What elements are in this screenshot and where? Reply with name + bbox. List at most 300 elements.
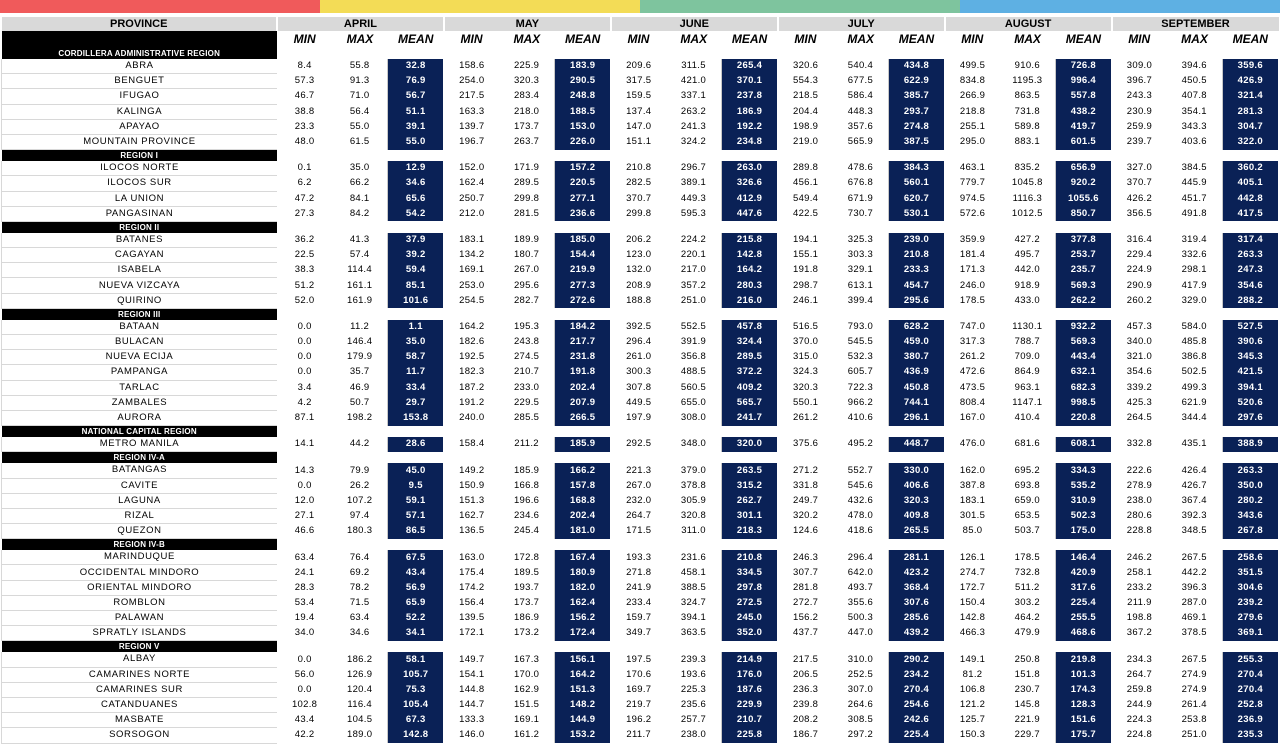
cell-max: 264.6 — [833, 697, 888, 712]
cell-min: 6.2 — [297, 177, 312, 189]
stat-header-max: MAX — [332, 31, 387, 48]
cell-min: 349.7 — [626, 627, 652, 639]
cell-min: 19.4 — [294, 612, 315, 624]
cell-min: 550.1 — [792, 396, 819, 408]
cell-mean: 220.5 — [554, 176, 610, 191]
table-row — [2, 652, 1279, 667]
cell-mean: 272.5 — [721, 595, 777, 610]
cell-min: 52.0 — [294, 294, 315, 306]
cell-max: 186.2 — [332, 652, 387, 667]
stat-header-max: MAX — [1167, 31, 1222, 48]
province-name: CATANDUANES — [2, 697, 277, 712]
cell-mean: 56.7 — [388, 89, 444, 104]
cell-max: 76.4 — [332, 550, 387, 565]
cell-min: 126.1 — [959, 551, 986, 563]
cell-min: 106.8 — [959, 683, 986, 695]
province-name: ORIENTAL MINDORO — [2, 580, 277, 595]
cell-min: 299.8 — [626, 207, 652, 219]
cell-min: 307.8 — [626, 381, 652, 393]
cell-mean: 527.5 — [1222, 320, 1278, 335]
cell-mean: 270.4 — [888, 682, 944, 697]
cell-max: 55.8 — [332, 59, 387, 74]
cell-max: 46.9 — [332, 380, 387, 395]
cell-mean: 360.2 — [1222, 161, 1278, 176]
cell-max: 41.3 — [332, 233, 387, 248]
cell-mean: 28.6 — [388, 437, 444, 452]
cell-mean: 420.9 — [1055, 565, 1111, 580]
cell-mean: 388.9 — [1222, 437, 1278, 452]
cell-mean: 233.3 — [888, 263, 944, 278]
cell-min: 239.7 — [1126, 136, 1153, 148]
cell-min: 259.9 — [1126, 120, 1153, 132]
cell-max: 297.2 — [833, 728, 888, 743]
cell-min: 261.0 — [626, 351, 652, 363]
stat-header-mean: MEAN — [1055, 31, 1111, 48]
table-row — [2, 580, 1279, 595]
cell-min: 14.1 — [294, 438, 315, 450]
month-header: MAY — [444, 17, 611, 31]
region-name: CORDILLERA ADMINISTRATIVE REGION — [2, 48, 277, 59]
cell-max: 245.4 — [499, 524, 554, 539]
cell-mean: 32.8 — [388, 59, 444, 74]
cell-min: 123.0 — [626, 249, 652, 261]
cell-min: 224.9 — [1126, 264, 1153, 276]
cell-min: 8.4 — [297, 60, 312, 72]
cell-mean: 45.0 — [388, 463, 444, 478]
cell-min: 197.9 — [626, 412, 652, 424]
cell-mean: 255.3 — [1222, 652, 1278, 667]
cell-max: 234.6 — [499, 508, 554, 523]
cell-min: 234.3 — [1126, 653, 1153, 665]
cell-max: 311.5 — [666, 59, 721, 74]
cell-max: 410.6 — [833, 410, 888, 425]
cell-max: 488.5 — [666, 365, 721, 380]
cell-mean: 426.9 — [1222, 74, 1278, 89]
table-row — [2, 176, 1279, 191]
cell-mean: 218.3 — [721, 524, 777, 539]
cell-min: 182.3 — [459, 366, 485, 378]
cell-min: 156.4 — [459, 596, 485, 608]
cell-mean: 569.3 — [1055, 335, 1111, 350]
cell-mean: 343.6 — [1222, 508, 1278, 523]
cell-min: 211.9 — [1127, 596, 1152, 608]
cell-min: 222.6 — [1126, 464, 1153, 476]
region-name: REGION III — [2, 308, 277, 320]
cell-min: 147.0 — [626, 120, 652, 132]
province-name: OCCIDENTAL MINDORO — [2, 565, 277, 580]
cell-mean: 412.9 — [721, 191, 777, 206]
cell-min: 169.1 — [459, 264, 485, 276]
cell-mean: 239.0 — [888, 233, 944, 248]
cell-min: 154.1 — [459, 668, 485, 680]
cell-mean: 352.0 — [721, 626, 777, 641]
cell-mean: 258.6 — [1222, 550, 1278, 565]
cell-max: 179.9 — [332, 350, 387, 365]
cell-mean: 345.3 — [1222, 350, 1278, 365]
cell-max: 35.0 — [332, 161, 387, 176]
table-row — [2, 104, 1279, 119]
cell-min: 246.0 — [959, 279, 986, 291]
cell-mean: 231.8 — [554, 350, 610, 365]
cell-min: 149.2 — [459, 464, 485, 476]
stat-header-min: MIN — [444, 31, 499, 48]
cell-mean: 34.1 — [388, 626, 444, 641]
month-header: JULY — [778, 17, 945, 31]
cell-max: 392.3 — [1167, 508, 1222, 523]
cell-mean: 304.7 — [1222, 119, 1278, 134]
cell-mean: 263.3 — [1222, 463, 1278, 478]
table-row — [2, 611, 1279, 626]
cell-min: 261.2 — [959, 351, 986, 363]
cell-min: 0.0 — [297, 366, 312, 378]
cell-min: 186.7 — [792, 729, 819, 741]
cell-max: 863.5 — [1000, 89, 1055, 104]
province-name: ILOCOS NORTE — [2, 161, 277, 176]
cell-min: 53.4 — [294, 596, 315, 608]
cell-min: 171.5 — [626, 525, 652, 537]
cell-min: 356.5 — [1126, 207, 1153, 219]
cell-mean: 210.7 — [721, 713, 777, 728]
cell-max: 464.2 — [1000, 611, 1055, 626]
province-name: LAGUNA — [2, 493, 277, 508]
cell-min: 260.2 — [1126, 294, 1153, 306]
cell-min: 267.0 — [626, 479, 652, 491]
cell-mean: 216.0 — [721, 293, 777, 308]
cell-mean: 569.3 — [1055, 278, 1111, 293]
cell-min: 158.6 — [459, 60, 485, 72]
cell-min: 272.7 — [792, 596, 819, 608]
cell-max: 71.5 — [332, 595, 387, 610]
cell-min: 246.1 — [792, 294, 819, 306]
table-row — [2, 508, 1279, 523]
region-spacer — [277, 221, 1279, 233]
cell-mean: 183.9 — [554, 59, 610, 74]
cell-min: 133.3 — [459, 714, 485, 726]
cell-max: 545.5 — [833, 335, 888, 350]
cell-max: 239.3 — [666, 652, 721, 667]
region-row — [2, 150, 1279, 162]
province-name: RIZAL — [2, 508, 277, 523]
cell-mean: 167.4 — [554, 550, 610, 565]
cell-mean: 245.0 — [721, 611, 777, 626]
cell-max: 69.2 — [332, 565, 387, 580]
cell-min: 170.6 — [626, 668, 652, 680]
cell-max: 391.9 — [666, 335, 721, 350]
cell-min: 172.1 — [459, 627, 485, 639]
province-name: BENGUET — [2, 74, 277, 89]
cell-min: 250.7 — [459, 192, 485, 204]
cell-max: 485.8 — [1167, 335, 1222, 350]
cell-mean: 265.5 — [888, 524, 944, 539]
cell-min: 46.7 — [294, 90, 315, 102]
cell-max: 343.3 — [1167, 119, 1222, 134]
cell-mean: 438.2 — [1055, 104, 1111, 119]
cell-mean: 247.3 — [1222, 263, 1278, 278]
cell-mean: 656.9 — [1055, 161, 1111, 176]
cell-mean: 385.7 — [888, 89, 944, 104]
cell-max: 145.8 — [1000, 697, 1055, 712]
cell-max: 427.2 — [1000, 233, 1055, 248]
cell-max: 11.2 — [332, 320, 387, 335]
cell-mean: 11.7 — [388, 365, 444, 380]
cell-mean: 350.0 — [1222, 478, 1278, 493]
cell-min: 259.8 — [1126, 683, 1153, 695]
cell-max: 966.2 — [833, 395, 888, 410]
cell-mean: 620.7 — [888, 191, 944, 206]
cell-mean: 419.7 — [1055, 119, 1111, 134]
cell-mean: 320.3 — [888, 493, 944, 508]
cell-max: 303.3 — [833, 248, 888, 263]
cell-min: 0.0 — [297, 479, 312, 491]
cell-mean: 105.7 — [388, 667, 444, 682]
cell-max: 120.4 — [332, 682, 387, 697]
province-name: MOUNTAIN PROVINCE — [2, 134, 277, 149]
cell-mean: 417.5 — [1222, 206, 1278, 221]
cell-max: 305.9 — [666, 493, 721, 508]
cell-mean: 128.3 — [1055, 697, 1111, 712]
cell-max: 356.8 — [666, 350, 721, 365]
cell-mean: 253.7 — [1055, 248, 1111, 263]
province-name: QUEZON — [2, 524, 277, 539]
cell-min: 14.3 — [294, 464, 315, 476]
province-name: KALINGA — [2, 104, 277, 119]
cell-min: 191.8 — [792, 264, 819, 276]
cell-min: 81.2 — [962, 668, 983, 680]
cell-mean: 43.4 — [388, 565, 444, 580]
cell-max: 263.7 — [499, 134, 554, 149]
cell-mean: 290.5 — [554, 74, 610, 89]
province-name: AURORA — [2, 410, 277, 425]
cell-max: 161.2 — [499, 728, 554, 743]
cell-mean: 560.1 — [888, 176, 944, 191]
cell-max: 499.3 — [1167, 380, 1222, 395]
cell-max: 169.1 — [499, 713, 554, 728]
cell-mean: 241.7 — [721, 410, 777, 425]
stat-header-mean: MEAN — [388, 31, 444, 48]
cell-max: 61.5 — [332, 134, 387, 149]
cell-min: 188.8 — [626, 294, 652, 306]
cell-min: 254.5 — [459, 294, 485, 306]
cell-min: 56.0 — [294, 668, 315, 680]
cell-max: 357.2 — [666, 278, 721, 293]
province-name: NUEVA VIZCAYA — [2, 278, 277, 293]
cell-min: 224.8 — [1126, 729, 1153, 741]
cell-max: 198.2 — [332, 410, 387, 425]
cell-mean: 439.2 — [888, 626, 944, 641]
cell-max: 35.7 — [332, 365, 387, 380]
cell-min: 181.4 — [959, 249, 986, 261]
cell-mean: 920.2 — [1055, 176, 1111, 191]
cell-mean: 184.2 — [554, 320, 610, 335]
cell-max: 417.9 — [1167, 278, 1222, 293]
province-name: ROMBLON — [2, 595, 277, 610]
cell-max: 44.2 — [332, 437, 387, 452]
cell-min: 162.4 — [459, 177, 485, 189]
cell-mean: 58.7 — [388, 350, 444, 365]
table-row — [2, 565, 1279, 580]
province-name: ZAMBALES — [2, 395, 277, 410]
cell-max: 659.0 — [1000, 493, 1055, 508]
region-spacer — [277, 308, 1279, 320]
cell-max: 285.5 — [499, 410, 554, 425]
cell-max: 495.2 — [833, 437, 888, 452]
cell-min: 196.7 — [459, 136, 485, 148]
table-row — [2, 335, 1279, 350]
cell-mean: 33.4 — [388, 380, 444, 395]
cell-min: 172.7 — [959, 581, 986, 593]
region-spacer — [277, 48, 1279, 59]
cell-mean: 317.4 — [1222, 233, 1278, 248]
cell-min: 209.6 — [626, 60, 652, 72]
table-row — [2, 74, 1279, 89]
cell-max: 354.1 — [1167, 104, 1222, 119]
table-row — [2, 682, 1279, 697]
cell-min: 196.2 — [626, 714, 652, 726]
cell-min: 193.3 — [626, 551, 652, 563]
table-row — [2, 713, 1279, 728]
cell-mean: 682.3 — [1055, 380, 1111, 395]
cell-mean: 162.4 — [554, 595, 610, 610]
table-row — [2, 410, 1279, 425]
month-header: SEPTEMBER — [1112, 17, 1279, 31]
cell-min: 375.6 — [792, 438, 819, 450]
cell-mean: 142.8 — [721, 248, 777, 263]
cell-min: 144.7 — [459, 699, 485, 711]
region-spacer — [277, 641, 1279, 653]
cell-mean: 85.1 — [388, 278, 444, 293]
cell-min: 28.3 — [294, 581, 315, 593]
cell-mean: 192.2 — [721, 119, 777, 134]
cell-mean: 210.8 — [721, 550, 777, 565]
table-row — [2, 320, 1279, 335]
region-spacer — [277, 150, 1279, 162]
cell-min: 156.2 — [792, 612, 819, 624]
cell-min: 472.6 — [959, 366, 986, 378]
cell-mean: 406.6 — [888, 478, 944, 493]
province-name: MARINDUQUE — [2, 550, 277, 565]
cell-max: 560.5 — [666, 380, 721, 395]
table-row — [2, 595, 1279, 610]
cell-max: 655.0 — [666, 395, 721, 410]
cell-max: 394.6 — [1167, 59, 1222, 74]
cell-min: 266.9 — [959, 90, 986, 102]
cell-min: 243.3 — [1126, 90, 1153, 102]
cell-max: 963.1 — [1000, 380, 1055, 395]
cell-mean: 372.2 — [721, 365, 777, 380]
cell-min: 218.8 — [959, 105, 986, 117]
cell-max: 545.6 — [833, 478, 888, 493]
province-name: NUEVA ECIJA — [2, 350, 277, 365]
cell-mean: 234.8 — [721, 134, 777, 149]
cell-min: 34.0 — [294, 627, 315, 639]
cell-min: 271.8 — [626, 566, 652, 578]
cell-mean: 277.1 — [554, 191, 610, 206]
cell-mean: 153.8 — [388, 410, 444, 425]
cell-max: 681.6 — [1000, 437, 1055, 452]
cell-mean: 157.8 — [554, 478, 610, 493]
province-name: BATANES — [2, 233, 277, 248]
cell-min: 182.6 — [459, 336, 485, 348]
region-row — [2, 426, 1279, 438]
cell-min: 0.0 — [297, 653, 312, 665]
cell-mean: 320.0 — [721, 437, 777, 452]
cell-max: 230.7 — [1000, 682, 1055, 697]
cell-max: 126.9 — [332, 667, 387, 682]
cell-min: 12.0 — [294, 494, 315, 506]
cell-mean: 369.1 — [1222, 626, 1278, 641]
cell-mean: 628.2 — [888, 320, 944, 335]
cell-mean: 248.8 — [554, 89, 610, 104]
cell-min: 249.7 — [792, 494, 819, 506]
color-strip-green — [640, 0, 960, 13]
cell-min: 174.2 — [459, 581, 485, 593]
cell-min: 317.3 — [959, 336, 986, 348]
region-name: REGION V — [2, 641, 277, 653]
cell-mean: 217.7 — [554, 335, 610, 350]
cell-max: 552.7 — [833, 463, 888, 478]
table-row — [2, 89, 1279, 104]
cell-mean: 148.2 — [554, 697, 610, 712]
cell-max: 329.0 — [1167, 293, 1222, 308]
cell-mean: 442.8 — [1222, 191, 1278, 206]
cell-max: 1012.5 — [1000, 206, 1055, 221]
cell-min: 324.3 — [792, 366, 819, 378]
cell-max: 367.4 — [1167, 493, 1222, 508]
table-row — [2, 350, 1279, 365]
cell-max: 918.9 — [1000, 278, 1055, 293]
cell-max: 478.6 — [833, 161, 888, 176]
cell-mean: 52.2 — [388, 611, 444, 626]
cell-mean: 281.1 — [888, 550, 944, 565]
cell-min: 239.8 — [792, 699, 819, 711]
cell-max: 432.6 — [833, 493, 888, 508]
cell-mean: 172.4 — [554, 626, 610, 641]
cell-mean: 219.9 — [554, 263, 610, 278]
cell-max: 540.4 — [833, 59, 888, 74]
cell-max: 34.6 — [332, 626, 387, 641]
cell-max: 448.3 — [833, 104, 888, 119]
cell-max: 66.2 — [332, 176, 387, 191]
cell-min: 125.7 — [959, 714, 986, 726]
cell-max: 410.4 — [1000, 410, 1055, 425]
table-row — [2, 248, 1279, 263]
cell-min: 747.0 — [959, 321, 986, 333]
cell-mean: 180.9 — [554, 565, 610, 580]
cell-mean: 219.8 — [1055, 652, 1111, 667]
cell-max: 396.3 — [1167, 580, 1222, 595]
cell-min: 426.2 — [1126, 192, 1153, 204]
table-row — [2, 119, 1279, 134]
cell-max: 267.0 — [499, 263, 554, 278]
cell-max: 210.7 — [499, 365, 554, 380]
cell-mean: 225.8 — [721, 728, 777, 743]
cell-min: 149.7 — [459, 653, 485, 665]
cell-max: 357.6 — [833, 119, 888, 134]
cell-mean: 387.5 — [888, 134, 944, 149]
cell-mean: 176.0 — [721, 667, 777, 682]
cell-min: 300.3 — [626, 366, 652, 378]
cell-min: 217.5 — [792, 653, 819, 665]
cell-mean: 267.8 — [1222, 524, 1278, 539]
cell-max: 722.3 — [833, 380, 888, 395]
cell-max: 233.0 — [499, 380, 554, 395]
cell-max: 586.4 — [833, 89, 888, 104]
cell-min: 159.7 — [626, 612, 652, 624]
cell-min: 264.5 — [1126, 412, 1153, 424]
cell-max: 218.0 — [499, 104, 554, 119]
cell-mean: 317.6 — [1055, 580, 1111, 595]
cell-mean: 12.9 — [388, 161, 444, 176]
